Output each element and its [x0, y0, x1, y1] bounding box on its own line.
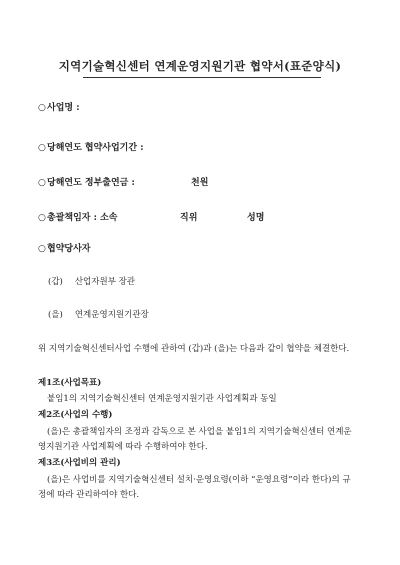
item-label: 당해연도 협약사업기간 :: [47, 143, 144, 153]
item-label: 당해연도 정부출연금 :: [47, 178, 135, 188]
item-project-manager: [38, 210, 117, 223]
article-3-text-line-2: 정에 따라 관리하여야 한다.: [38, 490, 140, 500]
party-name: 산업자원부 장관: [74, 277, 136, 287]
article-3-heading: 제3조(사업비의 관리): [38, 458, 121, 468]
bullet-circle-icon: ○: [38, 143, 46, 153]
party-tag: (을): [48, 310, 63, 320]
party-gap: [48, 275, 135, 287]
bullet-circle-icon: ○: [38, 244, 46, 254]
title-underline: [83, 77, 321, 78]
article-2-text-line-1: (을)은 총괄책임자의 조정과 감독으로 본 사업을 붙임1의 지역기술혁신센터 연계운: [47, 427, 352, 437]
item-government-contribution: [38, 175, 135, 188]
item-agreement-period: [38, 140, 144, 153]
item-label: 총괄책임자 : 소속: [47, 213, 118, 223]
bullet-circle-icon: ○: [38, 213, 46, 223]
article-1-text: 붙임1의 지역기술혁신센터 연계운영지원기관 사업계획과 동일: [47, 394, 277, 404]
party-name: 연계운영지원기관장: [74, 310, 149, 320]
item-contract-parties: [38, 241, 90, 254]
unit-label: 천원: [191, 178, 209, 188]
item-label: 사업명 :: [47, 103, 80, 113]
party-tag: (갑): [48, 277, 63, 287]
name-label: 성명: [247, 213, 265, 223]
item-project-name: [38, 100, 80, 113]
preamble: 위 지역기술혁신센터사업 수행에 관하여 (갑)과 (을)는 다음과 같이 협약을 체결한다.: [38, 344, 350, 354]
article-2-heading: 제2조(사업의 수행): [38, 410, 113, 420]
article-1-heading: 제1조(사업목표): [38, 378, 102, 388]
article-3-text-line-1: (을)은 사업비를 지역기술혁신센터 설치·운영요령(이하 “운영요령”이라 한다)의 규: [47, 475, 351, 485]
position-label: 직위: [180, 213, 198, 223]
bullet-circle-icon: ○: [38, 103, 46, 113]
bullet-circle-icon: ○: [38, 178, 46, 188]
party-eul: [48, 308, 149, 320]
article-2-text-line-2: 영지원기관 사업계획에 따라 수행하여야 한다.: [38, 442, 208, 452]
document-title: 지역기술혁신센터 연계운영지원기관 협약서(표준양식): [58, 59, 342, 73]
item-label: 협약당사자: [47, 244, 91, 254]
